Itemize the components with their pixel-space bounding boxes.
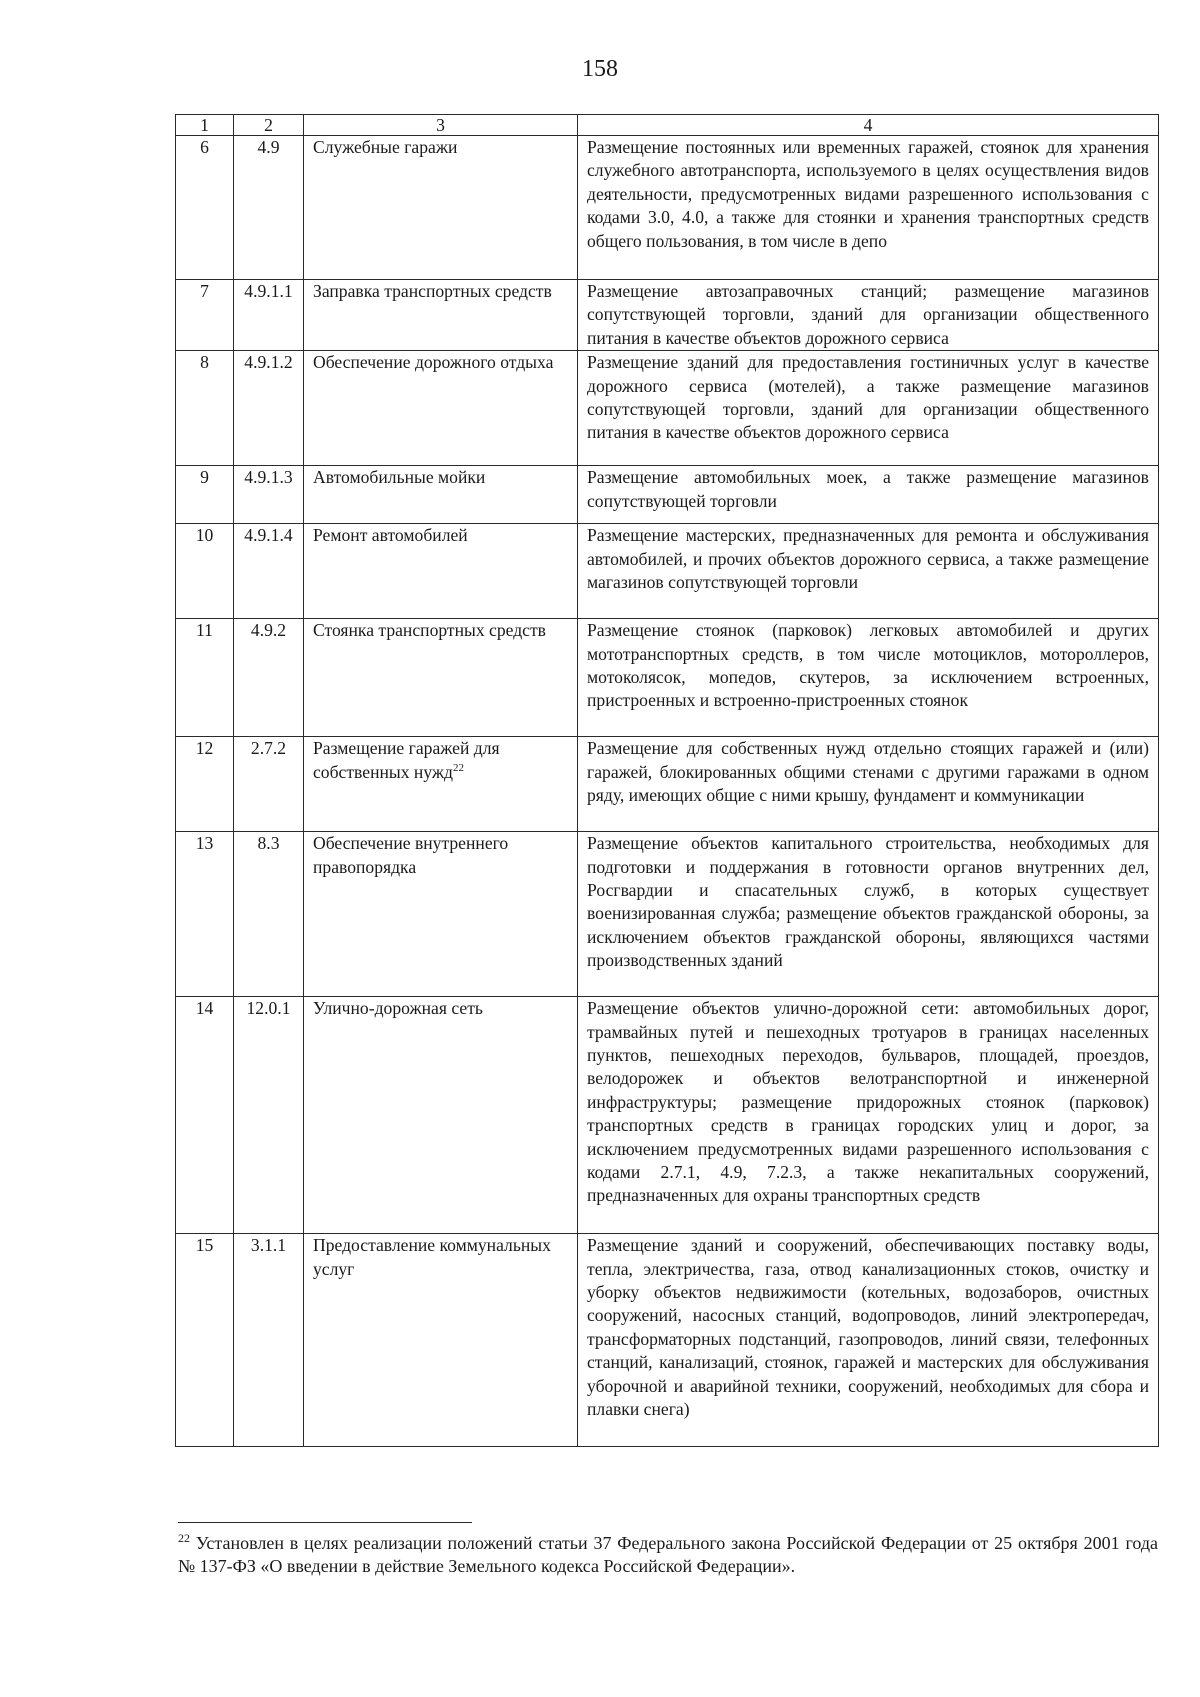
- use-description: Размещение автозаправочных станций; размещение магазинов сопутствующей торговли, зданий для организации общественного питания в качестве объектов дорожного сервиса: [578, 280, 1159, 351]
- use-code: 12.0.1: [234, 997, 304, 1234]
- use-name: [304, 280, 578, 351]
- table-row: [176, 737, 1159, 832]
- row-number: 6: [176, 136, 234, 280]
- row-number: 9: [176, 466, 234, 524]
- use-name: [304, 351, 578, 466]
- table-row: [176, 351, 1159, 466]
- use-code: 3.1.1: [234, 1234, 304, 1447]
- use-code: 4.9: [234, 136, 304, 280]
- land-use-table: [175, 114, 1159, 1447]
- header-col-4: 4: [578, 115, 1159, 136]
- table-row: [176, 466, 1159, 524]
- table-row: [176, 280, 1159, 351]
- use-code: 4.9.2: [234, 619, 304, 737]
- row-number: 12: [176, 737, 234, 832]
- footnote: [178, 1532, 1158, 1578]
- use-name: [304, 997, 578, 1234]
- table-row: [176, 997, 1159, 1234]
- use-code: 2.7.2: [234, 737, 304, 832]
- table-row: [176, 524, 1159, 619]
- use-name: [304, 524, 578, 619]
- table-row: [176, 832, 1159, 997]
- row-number: 10: [176, 524, 234, 619]
- use-description: Размещение мастерских, предназначенных для ремонта и обслуживания автомобилей, и прочих объектов дорожного сервиса, а также размещение магазинов сопутствующей торговли: [578, 524, 1159, 619]
- footnote-text: Установлен в целях реализации положений статьи 37 Федерального закона Российской Федерации от 25 октября 2001 года № 137-ФЗ «О введении в действие Земельного кодекса Российской Федерации».: [178, 1533, 1159, 1576]
- use-description: Размещение стоянок (парковок) легковых автомобилей и других мототранспортных средств, в том числе мотоциклов, мотороллеров, мотоколясок, мопедов, скутеров, за исключением встроенных, пристроенных и встроенно-пристроенных стоянок: [578, 619, 1159, 737]
- use-name-text: Ремонт автомобилей: [313, 525, 468, 546]
- page-number: 158: [582, 56, 618, 82]
- use-name: [304, 1234, 578, 1447]
- table-row: [176, 1234, 1159, 1447]
- table-header-row: [176, 115, 1159, 136]
- use-description: Размещение зданий и сооружений, обеспечивающих поставку воды, тепла, электричества, газа, отвод канализационных стоков, очистку и уборку объектов недвижимости (котельных, водозаборов, очистных сооружений, насосных станций, водопроводов, линий электропередач, трансформаторных подстанций, газопроводов, линий связи, телефонных станций, канализаций, стоянок, гаражей и мастерских для обслуживания уборочной и аварийной техники, сооружений, необходимых для сбора и плавки снега): [578, 1234, 1159, 1447]
- use-code: 4.9.1.2: [234, 351, 304, 466]
- row-number: 8: [176, 351, 234, 466]
- use-name: [304, 737, 578, 832]
- use-code: 8.3: [234, 832, 304, 997]
- footnote-separator: [178, 1522, 472, 1523]
- use-name-text: Стоянка транспортных средств: [313, 620, 546, 641]
- header-col-2: 2: [234, 115, 304, 136]
- header-col-1: 1: [176, 115, 234, 136]
- row-number: 11: [176, 619, 234, 737]
- use-code: 4.9.1.4: [234, 524, 304, 619]
- use-name-text: Обеспечение дорожного отдыха: [313, 352, 554, 373]
- footnote-mark: 22: [178, 1531, 190, 1545]
- use-code: 4.9.1.3: [234, 466, 304, 524]
- table-row: [176, 136, 1159, 280]
- use-description: Размещение объектов улично-дорожной сети: автомобильных дорог, трамвайных путей и пешеходных тротуаров в границах населенных пунктов, пешеходных переходов, бульваров, площадей, проездов, велодорожек и объектов велотранспортной и инженерной инфраструктуры; размещение придорожных стоянок (парковок) транспортных средств в границах городских улиц и дорог, за исключением предусмотренных видами разрешенного использования с кодами 2.7.1, 4.9, 7.2.3, а также некапитальных сооружений, предназначенных для охраны транспортных средств: [578, 997, 1159, 1234]
- row-number: 15: [176, 1234, 234, 1447]
- use-name-text: Улично-дорожная сеть: [313, 998, 483, 1019]
- use-description: Размещение постоянных или временных гаражей, стоянок для хранения служебного автотранспорта, используемого в целях осуществления видов деятельности, предусмотренных видами разрешенного использования с кодами 3.0, 4.0, а также для стоянки и хранения транспортных средств общего пользования, в том числе в депо: [578, 136, 1159, 280]
- use-name-text: Автомобильные мойки: [313, 467, 486, 488]
- table-row: [176, 619, 1159, 737]
- footnote-reference[interactable]: 22: [453, 761, 465, 774]
- use-name-text: Размещение гаражей для собственных нужд: [313, 738, 500, 782]
- use-name: [304, 832, 578, 997]
- use-description: Размещение зданий для предоставления гостиничных услуг в качестве дорожного сервиса (мотелей), а также размещение магазинов сопутствующей торговли, зданий для организации общественного питания в качестве объектов дорожного сервиса: [578, 351, 1159, 466]
- use-name: [304, 619, 578, 737]
- use-description: Размещение автомобильных моек, а также размещение магазинов сопутствующей торговли: [578, 466, 1159, 524]
- use-name: [304, 136, 578, 280]
- use-description: Размещение для собственных нужд отдельно стоящих гаражей и (или) гаражей, блокированных общими стенами с другими гаражами в одном ряду, имеющих общие с ними крышу, фундамент и коммуникации: [578, 737, 1159, 832]
- header-col-3: 3: [304, 115, 578, 136]
- use-name-text: Обеспечение внутреннего правопорядка: [313, 833, 509, 877]
- row-number: 14: [176, 997, 234, 1234]
- row-number: 13: [176, 832, 234, 997]
- use-description: Размещение объектов капитального строительства, необходимых для подготовки и поддержания в готовности органов внутренних дел, Росгвардии и спасательных служб, в которых существует военизированная служба; размещение объектов гражданской обороны, за исключением объектов гражданской обороны, являющихся частями производственных зданий: [578, 832, 1159, 997]
- use-code: 4.9.1.1: [234, 280, 304, 351]
- use-name-text: Служебные гаражи: [313, 137, 458, 157]
- use-name-text: Предоставление коммунальных услуг: [313, 1235, 551, 1279]
- use-name: [304, 466, 578, 524]
- use-name-text: Заправка транспортных средств: [313, 281, 552, 301]
- row-number: 7: [176, 280, 234, 351]
